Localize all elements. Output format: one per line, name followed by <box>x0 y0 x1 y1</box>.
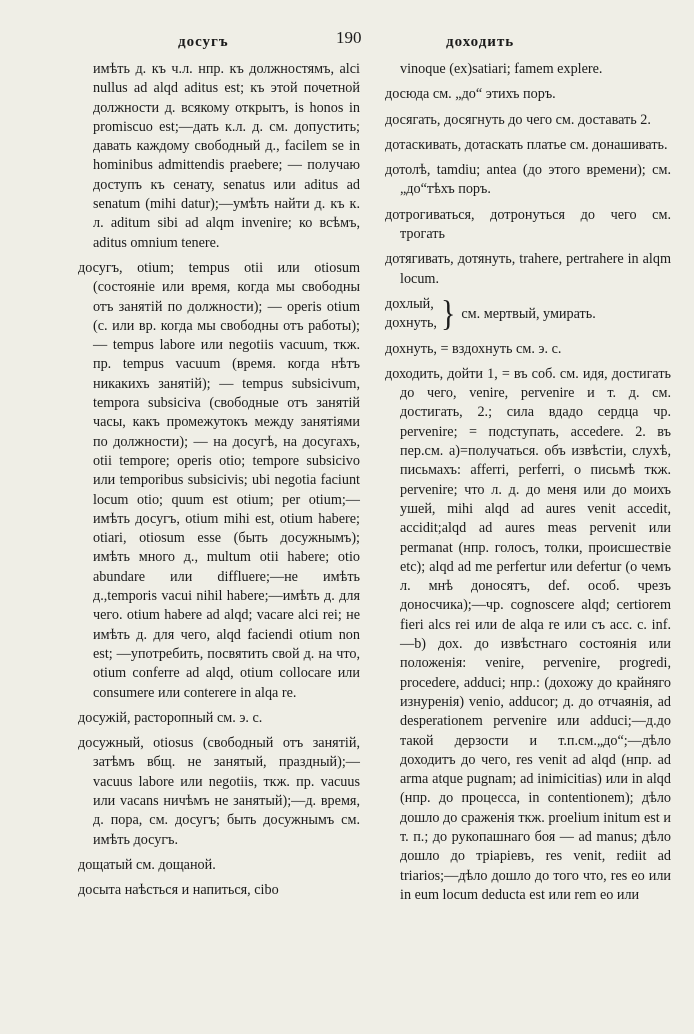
headword: дохлый, <box>385 295 434 312</box>
left-running-head: досугъ <box>178 34 229 50</box>
left-column <box>78 60 360 906</box>
dictionary-entry-continued: имѣть д. къ ч.л. нпр. къ должностямъ, alci nullus ad alqd aditus est; къ этой почетной должности д. всякому открытъ, is honos in promiscuo est;—дать к.л. д. см. допустить; давать каждому свободный д., facilem se in hominibus admittendis praebere; — получаю доступъ къ сенату, senatus или aditus ad senatum (mihi datur);—умѣть найти д. къ к. л. aditum sibi ad alqm invenire; ко всѣмъ, aditus omnium tenere. <box>93 61 360 251</box>
dictionary-entry: досугъ, otium; tempus otii или otiosum (состояніе или время, когда мы свободны отъ занятій по должности); — operis otium (с. или вр. когда мы свободны отъ работы); — tempus labore или negotiis vacuum, ткж. пр. tempus vacuum (время. когда нѣтъ никакихъ занятій); — tempus subsicivum, tempora subsiciva (свободные отъ занятій часы, какъ промежутокъ между занятіями по должности); — на досугѣ, на досугахъ, otii tempore; operis otio; tempore subsicivo или temporibus subsicivis; ubi negotia faciunt locum otio; quum est otium; per otium;—имѣть досугъ, otium mihi est, otium habere; otiari, otiosum esse (быть досужнымъ); имѣть много д., multum otii habere; otio abundare или diffluere;—не имѣть д.,temporis vacui nihil habere;—имѣть д. для чего. otium habere ad alqd; vacare alci rei; не имѣть д. для чего, alqd faciendi otium non est; —употребить, посвятить свой д. на что, otium conferre ad alqd, otium collocare или consumere или conterere in alqa re. <box>78 259 360 701</box>
dictionary-entry: досужій, расторопный см. э. с. <box>78 709 263 726</box>
dictionary-entry: дохнуть, = вздохнуть см. э. с. <box>385 340 562 357</box>
merged-entry <box>385 295 671 334</box>
dictionary-entry: досягать, досягнуть до чего см. доставать 2. <box>385 111 651 128</box>
dictionary-entry: дотаскивать, дотаскать платье см. донашивать. <box>385 136 668 153</box>
headword: дохнуть, <box>385 315 437 332</box>
right-running-head: доходить <box>446 34 515 50</box>
dictionary-entry: дотягивать, дотянуть, trahere, pertrahere in alqm locum. <box>385 251 671 287</box>
page-header <box>0 28 694 56</box>
dictionary-entry: дощатый см. дощаной. <box>78 856 216 873</box>
brace-symbol: } <box>440 293 456 334</box>
dictionary-entry: доходить, дойти 1, = въ соб. см. идя, достигать до чего, venire, pervenire и т. д. см. достигать, 2.; сила вдадо сердца чр. pervenire; = подступать, accedere. 2. въ пер.см. а)=получаться. объ извѣстіи, слухѣ, письмахъ: afferri, perferri, о письмѣ ткж. pervenire; что л. д. до меня или до моихъ ушей, mihi alqd ad aures venit accedit, accidit;alqd ad aures meas pervenit или permanat (нпр. голосъ, толки, происшествіе etc); alqd ad me perfertur или defertur (о чемъ л. мнѣ доносятъ, def. особ. чрезъ доносчика);—чр. cognoscere alqd; certiorem fieri alcs rei или de alqa re или съ acc. c. inf.—b) дох. до извѣстнаго состоянія или положенія: venire, pervenire, progredi, procedere, adduci; нпр.: (дохожу до крайняго изнуренія) venio, adducor; д. до отчаянія, ad desperationem pervenire или adduci;—д.до такой дерзости и т.п.см.„до“;—дѣло доходитъ до чего, res venit ad alqd (нпр. ad arma atque pugnam; ad inimicitias) или in alqd (нпр. до процесса, in contentionem); дѣло дошло до сраженія ткж. proelium initum est и т. п.; до рукопашнаго боя — ad manus; дѣло дошло до тріаріевъ, res venit, rediit ad triarios;—дѣло дошло до того что, res eo или in eum locum deducta est или rem eo или <box>385 365 671 903</box>
dictionary-entry-continued: vinoque (ex)satiari; famem explere. <box>400 61 603 77</box>
page-number: 190 <box>336 28 362 47</box>
merged-headwords <box>385 295 437 334</box>
merged-definition: см. мертвый, умирать. <box>461 305 596 322</box>
dictionary-entry: дотрогиваться, дотронуться до чего см. трогать <box>385 206 671 243</box>
dictionary-entry: дотолѣ, tamdiu; antea (до этого времени); см. „до“тѣхъ поръ. <box>385 162 671 198</box>
dictionary-entry: досыта наѣсться и напиться, cibo <box>78 882 279 899</box>
dictionary-entry: досюда см. „до“ этихъ поръ. <box>385 86 556 103</box>
right-column <box>385 60 671 911</box>
dictionary-entry: досужный, otiosus (свободный отъ занятій, затѣмъ вбщ. не занятый, праздный);—vacuus labore или negotiis, ткж. пр. vacuus или vacans ничѣмъ не занятый);—д. время, д. пора, см. досугъ; быть досужнымъ см. имѣть досугъ. <box>78 735 360 848</box>
